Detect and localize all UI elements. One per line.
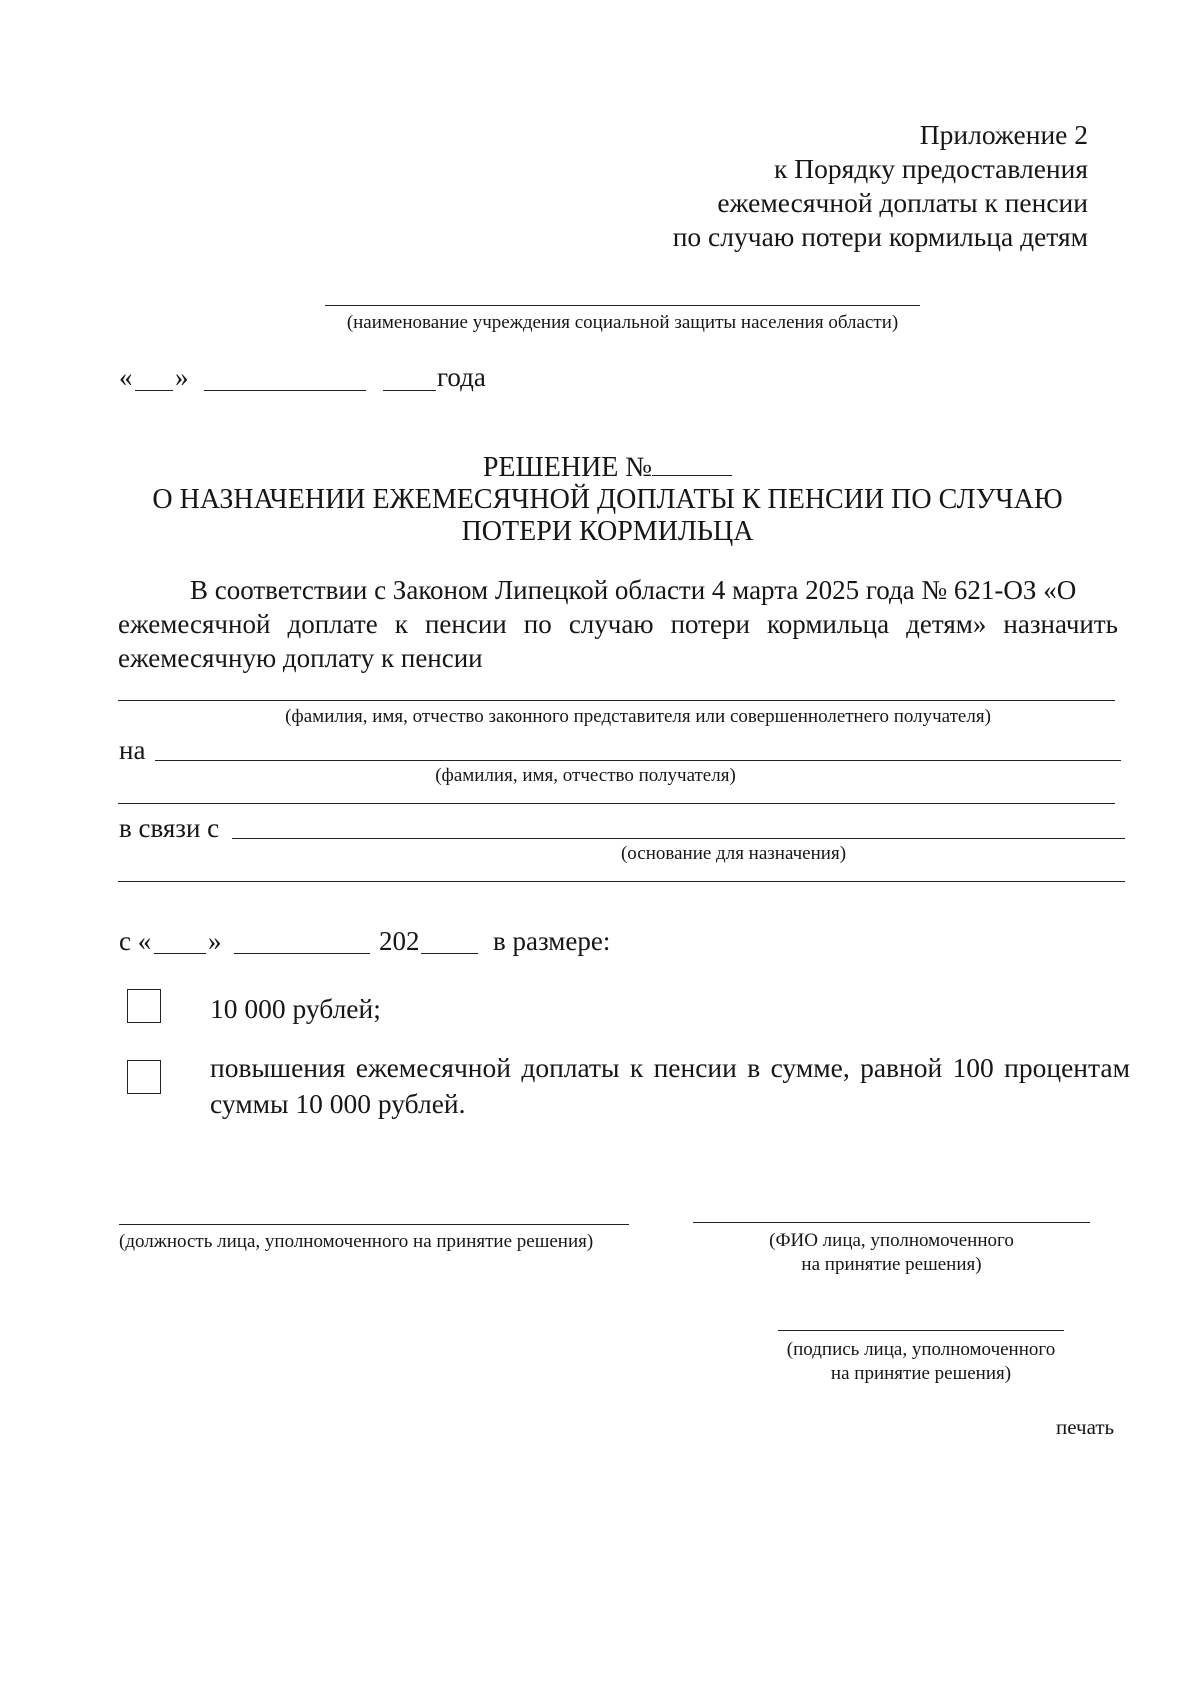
- na-label: на: [119, 735, 146, 765]
- position-caption: (должность лица, уполномоченного на принятие решения): [119, 1231, 594, 1252]
- reason-caption: (основание для назначения): [620, 843, 847, 864]
- start-prefix: с «: [119, 926, 152, 956]
- option-2-checkbox[interactable]: [127, 1060, 161, 1094]
- decision-title-line-2: О НАЗНАЧЕНИИ ЕЖЕМЕСЯЧНОЙ ДОПЛАТЫ К ПЕНСИИ ПО СЛУЧАЮ: [152, 484, 1063, 515]
- option-2-line-1: повышения ежемесячной доплаты к пенсии в сумме, равной 100 процентам: [210, 1052, 1130, 1083]
- appendix-header: [673, 118, 1088, 254]
- appendix-line-2: к Порядку предоставления: [774, 153, 1088, 184]
- decision-title-line-3: ПОТЕРИ КОРМИЛЬЦА: [461, 516, 754, 547]
- date-year-field[interactable]: [383, 390, 436, 391]
- signature-field-line[interactable]: [778, 1330, 1064, 1331]
- appendix-line-4: по случаю потери кормильца детям: [672, 221, 1088, 252]
- date-year-word: года: [437, 362, 486, 392]
- reason-field-line-2[interactable]: [118, 881, 1125, 882]
- option-1-checkbox[interactable]: [127, 989, 161, 1023]
- date-quote-open: «: [119, 362, 133, 392]
- decision-number-field[interactable]: [652, 453, 732, 476]
- start-year-field[interactable]: [421, 953, 478, 954]
- representative-field-line[interactable]: [118, 700, 1115, 701]
- recipient-field-line-2[interactable]: [118, 803, 1115, 804]
- signature-caption-line-2: на принятие решения): [830, 1363, 1012, 1384]
- recipient-caption: (фамилия, имя, отчество получателя): [435, 765, 736, 786]
- fio-field-line[interactable]: [693, 1222, 1090, 1223]
- institution-field-line[interactable]: [325, 305, 920, 306]
- amount-label: в размере:: [493, 926, 611, 956]
- decision-body: [118, 573, 1118, 675]
- date-quote-close: »: [175, 362, 189, 392]
- option-1-label: 10 000 рублей;: [210, 993, 381, 1024]
- body-line-1: В соответствии с Законом Липецкой области 4 марта 2025 года № 621-ОЗ «О: [190, 575, 1077, 605]
- option-2-label: [210, 1050, 1130, 1122]
- date-day-field[interactable]: [135, 390, 173, 391]
- start-month-field[interactable]: [234, 953, 370, 954]
- date-month-field[interactable]: [204, 390, 366, 391]
- reason-field-line[interactable]: [232, 838, 1125, 839]
- decision-title: [130, 452, 1085, 548]
- signature-caption: [755, 1338, 1087, 1386]
- start-quote-close: »: [208, 926, 222, 956]
- appendix-line-1: Приложение 2: [919, 119, 1088, 150]
- body-line-3: ежемесячную доплату к пенсии: [118, 643, 483, 673]
- body-line-2: ежемесячной доплате к пенсии по случаю потери кормильца детям» назначить: [118, 609, 1118, 639]
- institution-caption: (наименование учреждения социальной защиты населения области): [346, 312, 899, 333]
- reason-label: в связи с: [119, 813, 220, 843]
- start-day-field[interactable]: [154, 953, 206, 954]
- appendix-line-3: ежемесячной доплаты к пенсии: [717, 187, 1088, 218]
- fio-caption-line-1: (ФИО лица, уполномоченного: [769, 1230, 1014, 1251]
- option-2-line-2: суммы 10 000 рублей.: [210, 1088, 466, 1119]
- fio-caption: [693, 1229, 1090, 1277]
- signature-caption-line-1: (подпись лица, уполномоченного: [786, 1339, 1056, 1360]
- recipient-field-line[interactable]: [155, 760, 1121, 761]
- position-field-line[interactable]: [119, 1224, 629, 1225]
- start-year-prefix: 202: [379, 926, 420, 956]
- representative-caption: (фамилия, имя, отчество законного представителя или совершеннолетнего получателя): [285, 706, 991, 727]
- decision-number-label: РЕШЕНИЕ №: [482, 452, 653, 483]
- stamp-label: печать: [1056, 1415, 1115, 1439]
- fio-caption-line-2: на принятие решения): [801, 1254, 982, 1275]
